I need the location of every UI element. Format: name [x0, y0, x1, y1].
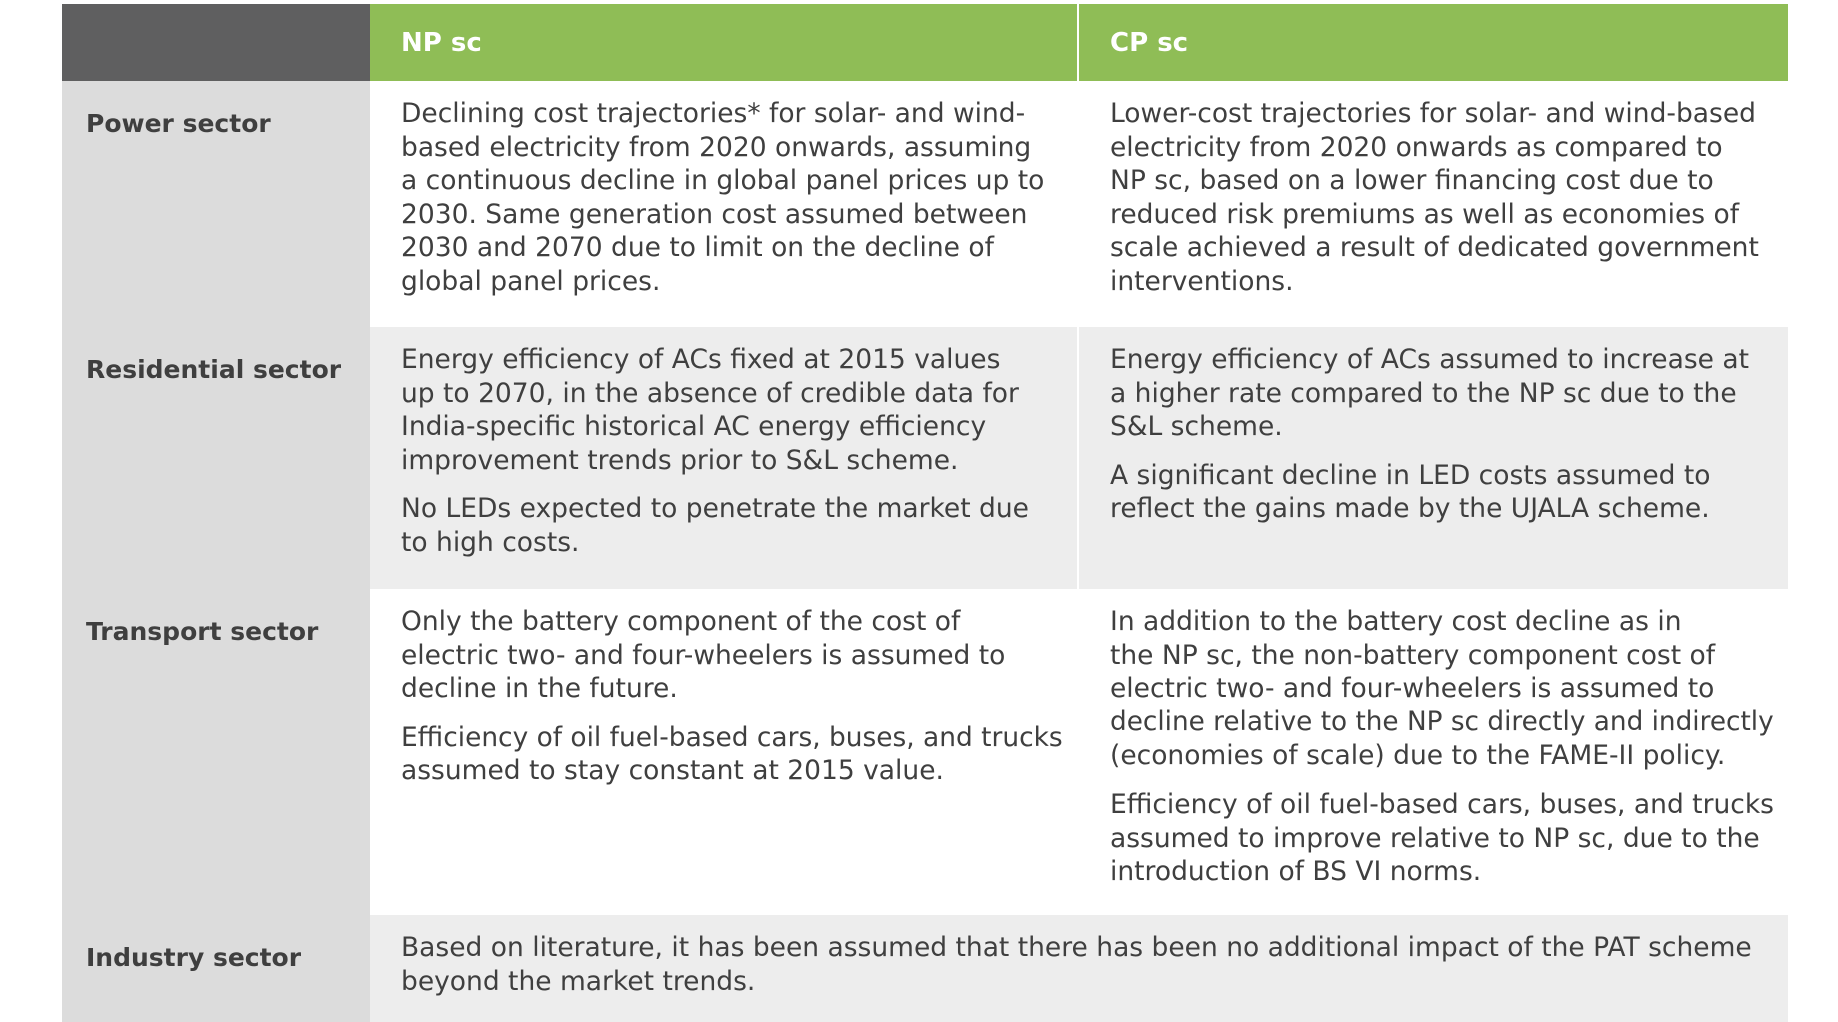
- text-line: scale achieved a result of dedicated government: [1110, 232, 1759, 264]
- text-line: reduced risk premiums as well as economies of: [1110, 198, 1740, 230]
- text-line: electric two- and four-wheelers is assumed to: [401, 639, 1006, 671]
- text-line: Based on literature, it has been assumed that there has been no additional impact of the PAT scheme: [401, 932, 1752, 963]
- paragraph: [401, 97, 1057, 299]
- paragraph: [1110, 343, 1768, 444]
- text-line: Only the battery component of the cost of: [401, 606, 961, 637]
- paragraph: [401, 931, 1768, 998]
- text-line: decline relative to the NP sc directly and indirectly: [1110, 706, 1774, 737]
- text-line: improvement trends prior to S&L scheme.: [401, 444, 959, 476]
- text-line: decline in the future.: [401, 673, 678, 705]
- paragraph: [1110, 605, 1774, 773]
- row-label-residential: Residential sector: [62, 327, 370, 589]
- text-line: 2030. Same generation cost assumed between: [401, 198, 1028, 230]
- text-line: to high costs.: [401, 526, 580, 558]
- paragraph: [401, 605, 1057, 706]
- text-line: No LEDs expected to penetrate the market due: [401, 493, 1029, 525]
- text-line: up to 2070, in the absence of credible data for: [401, 377, 1019, 409]
- text-line: Lower-cost trajectories for solar- and wind-based: [1110, 98, 1756, 129]
- text-line: a continuous decline in global panel prices up to: [401, 165, 1045, 197]
- text-line: global panel prices.: [401, 265, 661, 297]
- row-label-industry: Industry sector: [62, 915, 370, 1022]
- residential-cp-cell: [1077, 327, 1788, 589]
- transport-np-cell: [370, 589, 1077, 915]
- row-label-transport: Transport sector: [62, 589, 370, 915]
- text-line: Energy efficiency of ACs fixed at 2015 values: [401, 344, 1001, 375]
- power-cp-cell: [1077, 81, 1788, 327]
- text-line: India-specific historical AC energy efficiency: [401, 411, 987, 443]
- text-line: 2030 and 2070 due to limit on the decline of: [401, 232, 994, 264]
- paragraph: [1110, 459, 1768, 526]
- text-line: beyond the market trends.: [401, 965, 756, 997]
- header-cp-sc: CP sc: [1077, 4, 1788, 81]
- header-corner: [62, 4, 370, 81]
- text-line: based electricity from 2020 onwards, assuming: [401, 131, 1032, 163]
- text-line: NP sc, based on a lower financing cost due to: [1110, 165, 1714, 197]
- paragraph: [401, 721, 1063, 788]
- text-line: (economies of scale) due to the FAME-II policy.: [1110, 740, 1726, 772]
- industry-combined-cell: [370, 915, 1788, 1022]
- text-line: interventions.: [1110, 265, 1294, 297]
- scenario-comparison-table: [62, 4, 1788, 1022]
- text-line: assumed to improve relative to NP sc, due to the: [1110, 822, 1760, 854]
- paragraph: [401, 343, 1057, 477]
- text-line: introduction of BS VI norms.: [1110, 856, 1482, 888]
- header-np-sc: NP sc: [370, 4, 1077, 81]
- text-line: Energy efficiency of ACs assumed to increase at: [1110, 344, 1749, 375]
- row-label-power: Power sector: [62, 81, 370, 327]
- residential-np-cell: [370, 327, 1077, 589]
- text-line: Declining cost trajectories* for solar- and wind-: [401, 98, 1026, 129]
- text-line: assumed to stay constant at 2015 value.: [401, 755, 944, 787]
- paragraph: [401, 492, 1057, 559]
- text-line: the NP sc, the non-battery component cost of: [1110, 639, 1716, 671]
- paragraph: [1110, 97, 1768, 299]
- text-line: S&L scheme.: [1110, 411, 1283, 443]
- text-line: Efficiency of oil fuel-based cars, buses, and trucks: [401, 721, 1063, 753]
- text-line: Efficiency of oil fuel-based cars, buses, and trucks: [1110, 788, 1774, 820]
- text-line: reflect the gains made by the UJALA scheme.: [1110, 493, 1710, 525]
- text-line: A significant decline in LED costs assumed to: [1110, 459, 1711, 491]
- text-line: In addition to the battery cost decline as in: [1110, 606, 1682, 637]
- transport-cp-cell: [1077, 589, 1788, 915]
- paragraph: [1110, 788, 1774, 889]
- power-np-cell: [370, 81, 1077, 327]
- text-line: electricity from 2020 onwards as compared to: [1110, 131, 1723, 163]
- text-line: electric two- and four-wheelers is assumed to: [1110, 673, 1715, 705]
- text-line: a higher rate compared to the NP sc due to the: [1110, 377, 1737, 409]
